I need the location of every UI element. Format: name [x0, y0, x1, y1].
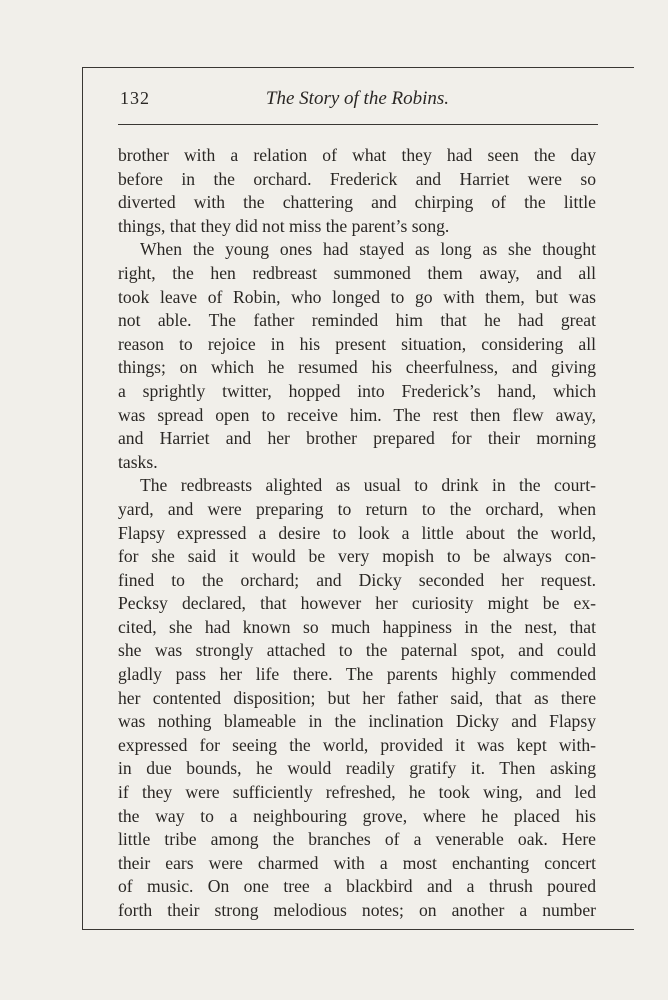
- text-line: took leave of Robin, who longed to go with them, but was: [118, 286, 596, 307]
- text-line: Flapsy expressed a desire to look a little about the world,: [118, 522, 596, 543]
- text-line: cited, she had known so much happiness in the nest, that: [118, 616, 596, 637]
- running-title: The Story of the Robins.: [265, 88, 450, 109]
- header-rule: [118, 124, 598, 125]
- text-line: diverted with the chattering and chirping of the little: [118, 192, 596, 213]
- text-line: yard, and were preparing to return to the orchard, when: [118, 498, 596, 519]
- text-line: The redbreasts alighted as usual to drink in the court-: [140, 475, 596, 496]
- text-line: right, the hen redbreast summoned them away, and all: [118, 262, 596, 283]
- text-line: her contented disposition; but her father said, that as there: [118, 687, 596, 708]
- text-line: gladly pass her life there. The parents highly commended: [118, 664, 596, 685]
- text-line: she was strongly attached to the paternal spot, and could: [118, 640, 596, 661]
- text-line: of music. On one tree a blackbird and a thrush poured: [118, 876, 596, 897]
- text-line: reason to rejoice in his present situation, considering all: [118, 333, 596, 354]
- text-line: things; on which he resumed his cheerfulness, and giving: [118, 357, 596, 378]
- text-line: When the young ones had stayed as long as she thought: [140, 239, 596, 260]
- text-line: was nothing blameable in the inclination Dicky and Flapsy: [118, 711, 596, 732]
- page-header: [120, 88, 595, 118]
- text-line: things, that they did not miss the parent’s song.: [118, 215, 450, 236]
- page-number: 132: [120, 88, 150, 108]
- text-line: was spread open to receive him. The rest then flew away,: [118, 404, 596, 425]
- body-text: [118, 144, 596, 923]
- text-line: expressed for seeing the world, provided it was kept with-: [118, 734, 596, 755]
- text-line: the way to a neighbouring grove, where he placed his: [118, 805, 596, 826]
- text-line: little tribe among the branches of a venerable oak. Here: [118, 829, 596, 850]
- text-line: not able. The father reminded him that he had great: [118, 310, 596, 331]
- text-line: and Harriet and her brother prepared for their morning: [118, 428, 596, 449]
- text-line: before in the orchard. Frederick and Harriet were so: [118, 168, 596, 189]
- text-line: their ears were charmed with a most enchanting concert: [118, 852, 596, 873]
- text-line: for she said it would be very mopish to be always con-: [118, 546, 596, 567]
- text-line: a sprightly twitter, hopped into Frederick’s hand, which: [118, 380, 596, 401]
- text-line: Pecksy declared, that however her curiosity might be ex-: [118, 593, 596, 614]
- text-line: brother with a relation of what they had seen the day: [118, 145, 596, 165]
- text-line: tasks.: [118, 451, 158, 472]
- text-line: fined to the orchard; and Dicky seconded her request.: [118, 569, 596, 590]
- text-line: in due bounds, he would readily gratify it. Then asking: [118, 758, 596, 779]
- text-line: if they were sufficiently refreshed, he took wing, and led: [118, 782, 596, 803]
- text-line: forth their strong melodious notes; on another a number: [118, 900, 596, 920]
